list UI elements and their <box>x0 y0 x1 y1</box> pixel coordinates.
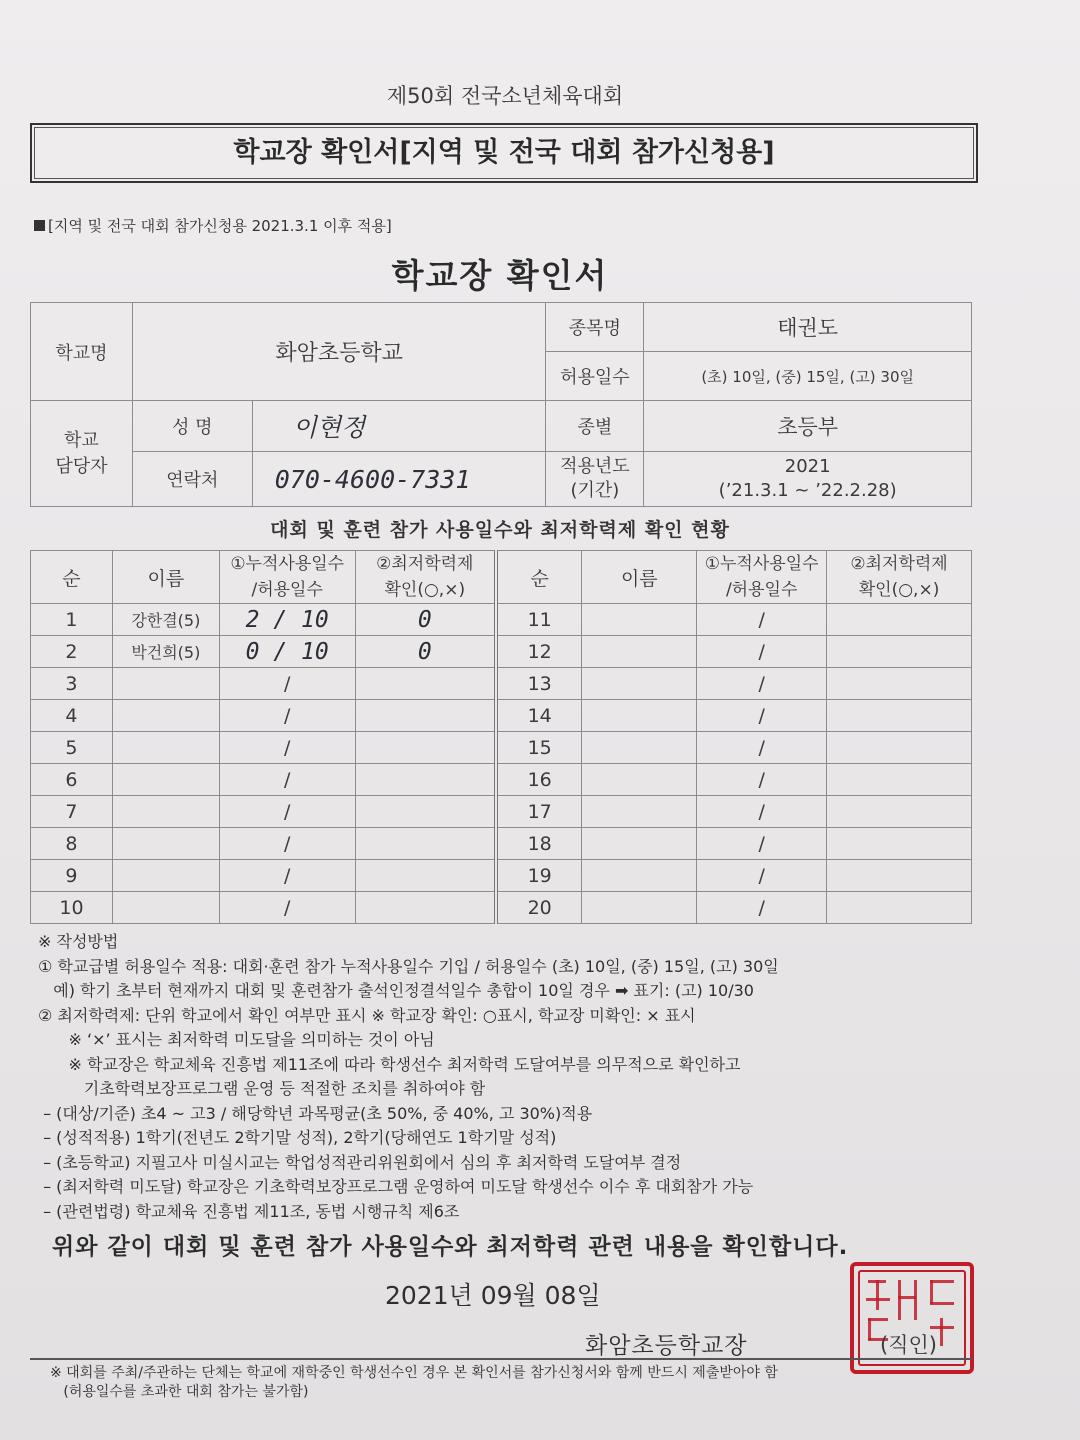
table-row <box>31 700 972 732</box>
row-check <box>355 764 496 796</box>
seal-mark-text: (직인) <box>880 1333 937 1357</box>
header-no: 순 <box>31 551 113 604</box>
row-check <box>827 764 972 796</box>
row-check <box>827 700 972 732</box>
method-line: ※ ‘×’ 표시는 최저학력 미도달을 의미하는 것이 아님 <box>38 1030 435 1049</box>
row-days: / <box>697 636 827 668</box>
row-name <box>582 636 697 668</box>
allowed-label: 허용일수 <box>546 352 644 401</box>
row-number: 12 <box>496 636 582 668</box>
row-days: / <box>219 668 355 700</box>
method-line: 예) 학기 초부터 현재까지 대회 및 훈련참가 출석인정결석일수 총합이 10일 경우 ➡ 표기: (고) 10/30 <box>38 981 754 1000</box>
school-value: 화암초등학교 <box>132 303 546 401</box>
row-name <box>112 764 219 796</box>
contact-value: 070-4600-7331 <box>252 452 546 507</box>
row-name <box>582 668 697 700</box>
row-name <box>112 668 219 700</box>
method-line: ② 최저학력제: 단위 학교에서 확인 여부만 표시 ※ 학교장 확인: ○표시, 학교장 미확인: × 표시 <box>38 1005 696 1025</box>
row-days: / <box>697 732 827 764</box>
row-name <box>582 828 697 860</box>
method-line: – (관련법령) 학교체육 진흥법 제11조, 동법 시행규칙 제6조 <box>38 1201 460 1221</box>
row-name <box>582 732 697 764</box>
square-bullet-icon <box>34 220 45 231</box>
issue-date: 2021년 09월 08일 <box>385 1281 601 1310</box>
row-name <box>582 764 697 796</box>
header-name: 이름 <box>582 551 697 604</box>
row-check <box>355 732 496 764</box>
row-days: / <box>697 604 827 636</box>
row-check <box>827 732 972 764</box>
row-days: / <box>697 796 827 828</box>
info-table <box>30 302 972 507</box>
row-check: 0 <box>355 604 496 636</box>
table-row <box>31 796 972 828</box>
row-days: / <box>219 892 355 924</box>
method-line: ※ 학교장은 학교체육 진흥법 제11조에 따라 학생선수 최저학력 도달여부를 의무적으로 확인하고 <box>38 1054 741 1074</box>
header-check: ②최저학력제 확인(○,×) <box>355 551 496 604</box>
row-days: / <box>697 764 827 796</box>
row-check <box>827 860 972 892</box>
header-days: ①누적사용일수 /허용일수 <box>697 551 827 604</box>
row-days: / <box>697 828 827 860</box>
row-number: 14 <box>496 700 582 732</box>
row-days: / <box>697 668 827 700</box>
row-name: 강한결(5) <box>112 604 219 636</box>
sport-value: 태권도 <box>644 303 972 352</box>
row-number: 11 <box>496 604 582 636</box>
header-no: 순 <box>496 551 582 604</box>
row-name <box>112 732 219 764</box>
row-name <box>112 828 219 860</box>
row-name <box>112 700 219 732</box>
row-check <box>827 668 972 700</box>
principal-name: 화암초등학교장 <box>585 1333 748 1359</box>
row-number: 16 <box>496 764 582 796</box>
row-days: / <box>697 700 827 732</box>
row-days: / <box>219 860 355 892</box>
confirm-statement: 위와 같이 대회 및 훈련 참가 사용일수와 최저학력 관련 내용을 확인합니다. <box>52 1234 849 1260</box>
row-number: 15 <box>496 732 582 764</box>
row-number: 6 <box>31 764 113 796</box>
header-check: ②최저학력제 확인(○,×) <box>827 551 972 604</box>
row-check <box>355 700 496 732</box>
section-title: 대회 및 훈련 참가 사용일수와 최저학력제 확인 현황 <box>270 519 730 541</box>
manager-label: 학교 담당자 <box>31 401 133 507</box>
notice-text: [지역 및 전국 대회 참가신청용 2021.3.1 이후 적용] <box>48 217 392 235</box>
table-row <box>31 860 972 892</box>
method-line: ① 학교급별 허용일수 적용: 대회·훈련 참가 누적사용일수 기입 / 허용일수 (초) 10일, (중) 15일, (고) 30일 <box>38 956 779 976</box>
boxed-title: 학교장 확인서[지역 및 전국 대회 참가신청용] <box>30 123 978 183</box>
division-value: 초등부 <box>644 401 972 452</box>
method-line: ※ 작성방법 <box>38 932 119 951</box>
row-check: 0 <box>355 636 496 668</box>
row-days: / <box>219 764 355 796</box>
row-number: 20 <box>496 892 582 924</box>
row-days: 0 / 10 <box>219 636 355 668</box>
row-check <box>355 892 496 924</box>
method-line: – (성적적용) 1학기(전년도 2학기말 성적), 2학기(당해연도 1학기말 성적) <box>38 1128 557 1147</box>
row-name <box>112 892 219 924</box>
row-name: 박건희(5) <box>112 636 219 668</box>
footnote <box>50 1364 980 1402</box>
main-title: 학교장 확인서 <box>391 256 609 295</box>
header-days: ①누적사용일수 /허용일수 <box>219 551 355 604</box>
table-row <box>31 604 972 636</box>
row-days: / <box>697 860 827 892</box>
method-line: – (대상/기준) 초4 ~ 고3 / 해당학년 과목평균(초 50%, 중 40%, 고 30%)적용 <box>38 1103 593 1123</box>
records-table <box>30 550 972 924</box>
method-line: – (최저학력 미도달) 학교장은 기초학력보장프로그램 운영하여 미도달 학생선수 이수 후 대회참가 가능 <box>38 1177 754 1196</box>
row-name <box>582 892 697 924</box>
school-label: 학교명 <box>31 303 133 401</box>
header-name: 이름 <box>112 551 219 604</box>
row-days: / <box>219 732 355 764</box>
row-days: / <box>219 700 355 732</box>
sport-label: 종목명 <box>546 303 644 352</box>
row-name <box>582 860 697 892</box>
row-number: 8 <box>31 828 113 860</box>
table-row <box>31 764 972 796</box>
row-number: 17 <box>496 796 582 828</box>
row-number: 5 <box>31 732 113 764</box>
row-check <box>827 604 972 636</box>
row-check <box>827 796 972 828</box>
event-title: 제50회 전국소년체육대회 <box>386 84 624 108</box>
row-days: / <box>697 892 827 924</box>
row-number: 7 <box>31 796 113 828</box>
notice <box>34 215 392 236</box>
row-number: 4 <box>31 700 113 732</box>
row-number: 10 <box>31 892 113 924</box>
row-check <box>355 796 496 828</box>
row-check <box>827 892 972 924</box>
period-label: 적용년도 (기간) <box>546 452 644 507</box>
row-name <box>582 796 697 828</box>
row-days: / <box>219 828 355 860</box>
allowed-value: (초) 10일, (중) 15일, (고) 30일 <box>644 352 972 401</box>
period-year: 2021 <box>784 456 831 477</box>
division-label: 종별 <box>546 401 644 452</box>
table-row <box>31 892 972 924</box>
contact-label: 연락처 <box>132 452 252 507</box>
row-check <box>355 668 496 700</box>
row-check <box>827 828 972 860</box>
row-name <box>112 860 219 892</box>
row-name <box>582 604 697 636</box>
footnote-line: (허용일수를 초과한 대회 참가는 불가함) <box>50 1384 309 1400</box>
period-value <box>644 452 972 507</box>
row-days: / <box>219 796 355 828</box>
row-check <box>355 828 496 860</box>
row-number: 13 <box>496 668 582 700</box>
row-number: 9 <box>31 860 113 892</box>
divider <box>30 1358 972 1360</box>
row-check <box>827 636 972 668</box>
name-value: 이현정 <box>252 401 546 452</box>
footnote-line: ※ 대회를 주최/주관하는 단체는 학교에 재학중인 학생선수인 경우 본 확인서를 참가신청서와 함께 반드시 제출받아야 함 <box>50 1365 778 1381</box>
row-number: 2 <box>31 636 113 668</box>
row-number: 19 <box>496 860 582 892</box>
table-row <box>31 828 972 860</box>
writing-method <box>38 930 988 1224</box>
row-number: 18 <box>496 828 582 860</box>
period-range: (’21.3.1 ~ ’22.2.28) <box>718 480 897 501</box>
table-row <box>31 636 972 668</box>
row-name <box>582 700 697 732</box>
table-row <box>31 732 972 764</box>
table-row <box>31 668 972 700</box>
row-days: 2 / 10 <box>219 604 355 636</box>
name-label: 성 명 <box>132 401 252 452</box>
row-name <box>112 796 219 828</box>
row-number: 3 <box>31 668 113 700</box>
row-check <box>355 860 496 892</box>
method-line: 기초학력보장프로그램 운영 등 적절한 조치를 취하여야 함 <box>38 1079 486 1098</box>
row-number: 1 <box>31 604 113 636</box>
method-line: – (초등학교) 지필고사 미실시교는 학업성적관리위원회에서 심의 후 최저학력 도달여부 결정 <box>38 1152 682 1172</box>
